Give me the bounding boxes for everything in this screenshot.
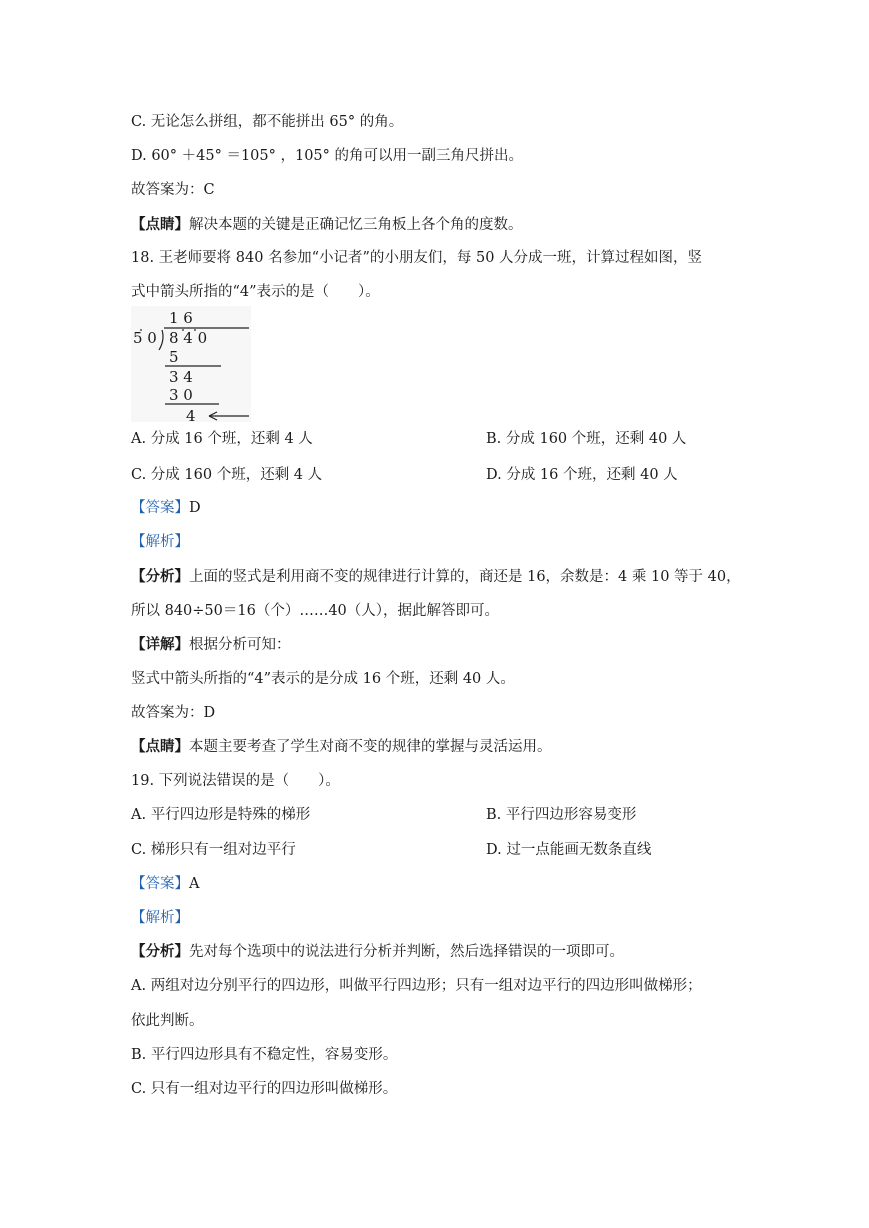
step-product-2: 3 0 xyxy=(169,386,193,404)
answer-value: A xyxy=(189,876,200,892)
q18-xiangjie-line2: 竖式中箭头所指的“4”表示的是分成 16 个班，还剩 40 人。 xyxy=(131,671,515,687)
q18-option-a: A. 分成 16 个班，还剩 4 人 xyxy=(131,431,313,447)
prev-option-d: D. 60° ＋45° ＝105° ，105° 的角可以用一副三角尺拼出。 xyxy=(131,148,524,164)
q19-option-c: C. 梯形只有一组对边平行 xyxy=(131,842,296,858)
step-remainder-1: 3 4 xyxy=(169,368,193,386)
answer-tag: 【答案】 xyxy=(131,500,189,516)
q19-option-a: A. 平行四边形是特殊的梯形 xyxy=(131,807,311,823)
remainder: 4 xyxy=(186,407,196,425)
q18-answer xyxy=(131,498,201,518)
prev-answer: 故答案为：C xyxy=(131,182,215,198)
q18-xiangjie-line1 xyxy=(131,635,291,655)
q18-dianjing xyxy=(131,737,552,757)
q18-stem-line2: 式中箭头所指的“4”表示的是（ ）。 xyxy=(131,284,380,300)
q18-option-b: B. 分成 160 个班，还剩 40 人 xyxy=(486,431,687,447)
divisor: 5 0 xyxy=(133,329,157,347)
quotient: 1 6 xyxy=(169,309,193,327)
dianjing-text: 本题主要考查了学生对商不变的规律的掌握与灵活运用。 xyxy=(189,739,552,755)
answer-tag: 【答案】 xyxy=(131,876,189,892)
q18-option-d: D. 分成 16 个班，还剩 40 人 xyxy=(486,467,678,483)
q19-option-b: B. 平行四边形容易变形 xyxy=(486,807,637,823)
q18-final-answer: 故答案为：D xyxy=(131,705,216,721)
xiangjie-tag: 【详解】 xyxy=(131,636,189,653)
dianjing-text: 解决本题的关键是正确记忆三角板上各个角的度数。 xyxy=(189,217,523,233)
prev-option-c: C. 无论怎么拼组，都不能拼出 65° 的角。 xyxy=(131,114,404,130)
q18-option-c: C. 分成 160 个班，还剩 4 人 xyxy=(131,467,323,483)
xiangjie-text: 根据分析可知： xyxy=(189,637,291,653)
dianjing-tag: 【点睛】 xyxy=(131,216,189,233)
fenxi-text: 上面的竖式是利用商不变的规律进行计算的，商还是 16，余数是：4 乘 10 等于 40， xyxy=(189,569,741,585)
q19-option-d: D. 过一点能画无数条直线 xyxy=(486,842,652,858)
q19-jiexi-tag: 【解析】 xyxy=(131,910,189,926)
q19-answer xyxy=(131,874,199,894)
q19-stem: 19. 下列说法错误的是（ ）。 xyxy=(131,773,340,789)
q18-jiexi-tag: 【解析】 xyxy=(131,534,189,550)
fenxi-text: 先对每个选项中的说法进行分析并判断，然后选择错误的一项即可。 xyxy=(189,944,624,960)
q18-fenxi-line2: 所以 840÷50＝16（个）……40（人），据此解答即可。 xyxy=(131,603,500,619)
step-product-1: 5 xyxy=(169,348,179,366)
q19-analysis-b: B. 平行四边形具有不稳定性，容易变形。 xyxy=(131,1047,398,1063)
long-division-figure xyxy=(131,306,251,425)
q19-analysis-c: C. 只有一组对边平行的四边形叫做梯形。 xyxy=(131,1081,398,1097)
prev-dianjing xyxy=(131,215,523,235)
fenxi-tag: 【分析】 xyxy=(131,943,189,960)
q18-fenxi-line1 xyxy=(131,567,741,587)
fenxi-tag: 【分析】 xyxy=(131,568,189,585)
q19-fenxi xyxy=(131,942,624,962)
answer-value: D xyxy=(189,500,201,516)
dianjing-tag: 【点睛】 xyxy=(131,738,189,755)
dividend: 8 4 0 xyxy=(169,329,208,347)
q18-stem-line1: 18. 王老师要将 840 名参加“小记者”的小朋友们，每 50 人分成一班，计算过程如图，竖 xyxy=(131,250,703,266)
q19-analysis-a-line1: A. 两组对边分别平行的四边形，叫做平行四边形；只有一组对边平行的四边形叫做梯形； xyxy=(131,978,702,994)
q19-analysis-a-line2: 依此判断。 xyxy=(131,1013,204,1029)
